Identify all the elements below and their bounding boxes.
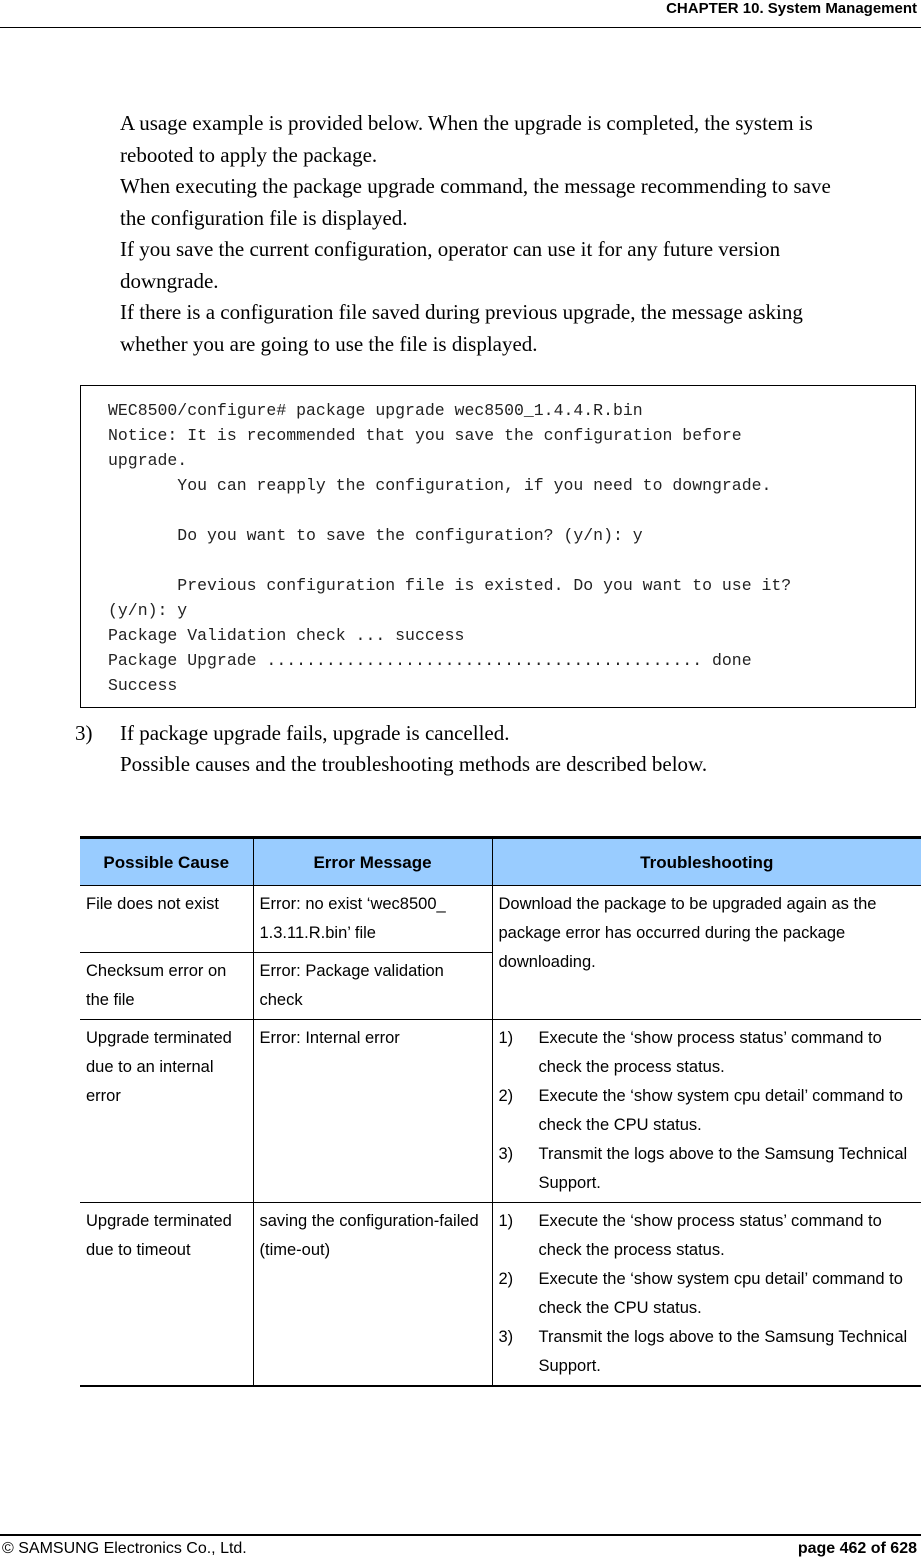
intro-line: A usage example is provided below. When the upgrade is completed, the system is — [120, 111, 813, 135]
copyright: © SAMSUNG Electronics Co., Ltd. — [2, 1540, 247, 1557]
fix-step: 2) Execute the ‘show system cpu detail’ command to check the CPU status. — [498, 1087, 903, 1134]
column-header: Troubleshooting — [492, 838, 921, 886]
intro-line: the configuration file is displayed. — [120, 205, 408, 230]
cause-cell: Checksum error on the file — [80, 953, 253, 1020]
error-cell: Error: no exist ‘wec8500_ 1.3.11.R.bin’ file — [253, 886, 492, 953]
fix-step: 1) Execute the ‘show process status’ command to check the process status. — [498, 1212, 882, 1259]
intro-line: downgrade. — [120, 268, 219, 293]
table-row — [80, 1020, 921, 1203]
fix-step: 2) Execute the ‘show system cpu detail’ command to check the CPU status. — [498, 1270, 903, 1317]
intro-text — [120, 108, 910, 360]
fix-cell — [492, 1203, 921, 1387]
cli-example-code: WEC8500/configure# package upgrade wec8500_1.4.4.R.bin Notice: It is recommended that you save the configuration before upgrade. You can reapply the configuration, if you need to downgrade. Do you want to save the configuration? (y/n): y Previous configuration file is existed. Do you want to use it? (y/n): y Package Validation check ... success Package Upgrade ............................................ done Success — [108, 401, 792, 695]
fix-step: 3) Transmit the logs above to the Samsung Technical Support. — [498, 1145, 908, 1192]
table-header-row — [80, 838, 921, 886]
chapter-title: CHAPTER 10. System Management — [666, 0, 917, 17]
intro-line: If there is a configuration file saved during previous upgrade, the message asking — [120, 300, 803, 324]
intro-line: When executing the package upgrade command, the message recommending to save — [120, 174, 831, 198]
troubleshooting-table — [80, 836, 921, 1387]
fix-cell: Download the package to be upgraded again as the package error has occurred during the package downloading. — [492, 886, 921, 1020]
cause-cell: Upgrade terminated due to an internal error — [80, 1020, 253, 1203]
table-row — [80, 886, 921, 953]
error-cell: Error: Package validation check — [253, 953, 492, 1020]
step-number: 3) — [75, 721, 93, 745]
fix-step: 1) Execute the ‘show process status’ command to check the process status. — [498, 1029, 882, 1076]
cause-cell: Upgrade terminated due to timeout — [80, 1203, 253, 1387]
fix-step: 3) Transmit the logs above to the Samsung Technical Support. — [498, 1328, 908, 1375]
intro-line: whether you are going to use the file is displayed. — [120, 331, 538, 356]
column-header: Error Message — [253, 838, 492, 886]
error-cell: saving the configuration-failed (time-out) — [253, 1203, 492, 1387]
fix-cell — [492, 1020, 921, 1203]
intro-line: If you save the current configuration, operator can use it for any future version — [120, 237, 781, 261]
header-rule — [0, 27, 921, 28]
column-header: Possible Cause — [80, 838, 253, 886]
table-row — [80, 1203, 921, 1387]
footer-rule — [0, 1534, 921, 1536]
step-text: If package upgrade fails, upgrade is cancelled. — [120, 721, 510, 745]
intro-line: rebooted to apply the package. — [120, 142, 378, 167]
cli-example-box — [80, 385, 916, 708]
cause-cell: File does not exist — [80, 886, 253, 953]
page-number: page 462 of 628 — [797, 1540, 917, 1557]
error-cell: Error: Internal error — [253, 1020, 492, 1203]
step-text: Possible causes and the troubleshooting methods are described below. — [120, 752, 708, 776]
